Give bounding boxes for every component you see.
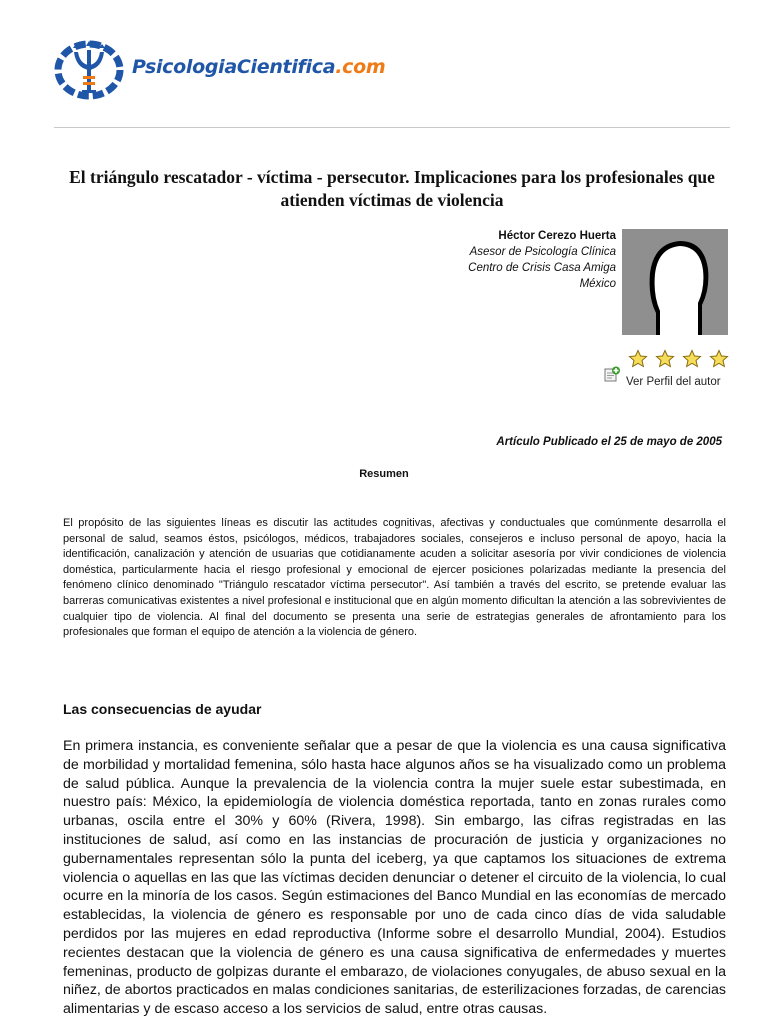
author-rating xyxy=(628,349,729,369)
star-icon xyxy=(682,349,702,369)
logo-text xyxy=(132,56,385,78)
author-organization: Centro de Crisis Casa Amiga xyxy=(468,262,616,274)
section-heading: Las consecuencias de ayudar xyxy=(63,701,262,717)
article-title: El triángulo rescatador - víctima - persecutor. Implicaciones para los profesionales que atienden víctimas de violencia xyxy=(69,167,715,210)
publication-date: Artículo Publicado el 25 de mayo de 2005 xyxy=(496,436,722,448)
body-paragraph: En primera instancia, es conveniente señalar que a pesar de que la violencia es una causa significativa de morbilidad y mortalidad femenina, sólo hasta hace algunos años se ha visualizado como un problema de salud pública. Aunque la prevalencia de la violencia contra la mujer suele estar subestimada, en nuestro país: México, la epidemiología de violencia doméstica reportada, tanto en zonas rurales como urbanas, oscila entre el 30% y 60% (Rivera, 1998). Sin embargo, las cifras registradas en las instituciones de salud, así como en las instancias de procuración de justicia y organizaciones no gubernamentales representan sólo la punta del iceberg, ya que captamos los situaciones de extrema violencia o aquellas en las que las víctimas deciden denunciar o detener el circuito de la violencia, lo cual ocurre en la minoría de los casos. Según estimaciones del Banco Mundial en las economías de mercado establecidas, la violencia de género es responsable por uno de cada cinco días de vida saludable perdidos por las mujeres en edad reproductiva (Informe sobre el desarrollo Mundial, 2004). Estudios recientes destacan que la violencia de género es una causa significativa de enfermedades y muertes femeninas, producto de golpizas durante el embarazo, de violaciones conyugales, de abuso sexual en la niñez, de abortos practicados en malas condiciones sanitarias, de esterilizaciones forzadas, de carencias alimentarias y de escaso acceso a los servicios de salud, entre otras causas. xyxy=(63,738,726,1018)
header-divider xyxy=(54,127,730,128)
person-silhouette-icon xyxy=(622,229,728,335)
author-photo-placeholder xyxy=(622,229,728,335)
logo-domain: .com xyxy=(335,56,386,78)
star-icon xyxy=(655,349,675,369)
site-logo[interactable] xyxy=(52,38,412,102)
author-country: México xyxy=(579,278,616,290)
author-info xyxy=(468,228,616,292)
logo-name: PsicologiaCientifica xyxy=(132,56,336,78)
summary-text: El propósito de las siguientes líneas es discutir las actitudes cognitivas, afectivas y conductuales que comúnmente desarrolla el personal de salud, seamos éstos, psicólogos, médicos, trabajadores sociales, consejeros e incluso personal de apoyo, hacia la identificación, canalización y atención de usuarias que cotidianamente acuden a solicitar asesoría por vivir condiciones de violencia doméstica, particularmente hacia el riesgo profesional y emocional de ejercer posiciones polarizadas mediante la presencia del fenómeno clínico denominado "Triángulo rescatador víctima persecutor". Así también a través del escrito, se pretende evaluar las barreras comunicativas existentes a nivel profesional e institucional que en algún momento dificultan la atención a las sobrevivientes de cualquier tipo de violencia. Al final del documento se presenta una serie de estrategias generales de afrontamiento para los profesionales que forman el equipo de atención a la violencia de género. xyxy=(63,517,726,639)
star-icon xyxy=(628,349,648,369)
author-profile-link-label: Ver Perfil del autor xyxy=(626,376,721,388)
star-icon xyxy=(709,349,729,369)
add-document-icon xyxy=(604,366,620,382)
summary-heading: Resumen xyxy=(359,468,409,480)
psychology-trident-logo-icon xyxy=(52,38,128,102)
author-profile-link[interactable] xyxy=(604,372,721,388)
author-role: Asesor de Psicología Clínica xyxy=(469,246,616,258)
author-name: Héctor Cerezo Huerta xyxy=(498,230,616,242)
